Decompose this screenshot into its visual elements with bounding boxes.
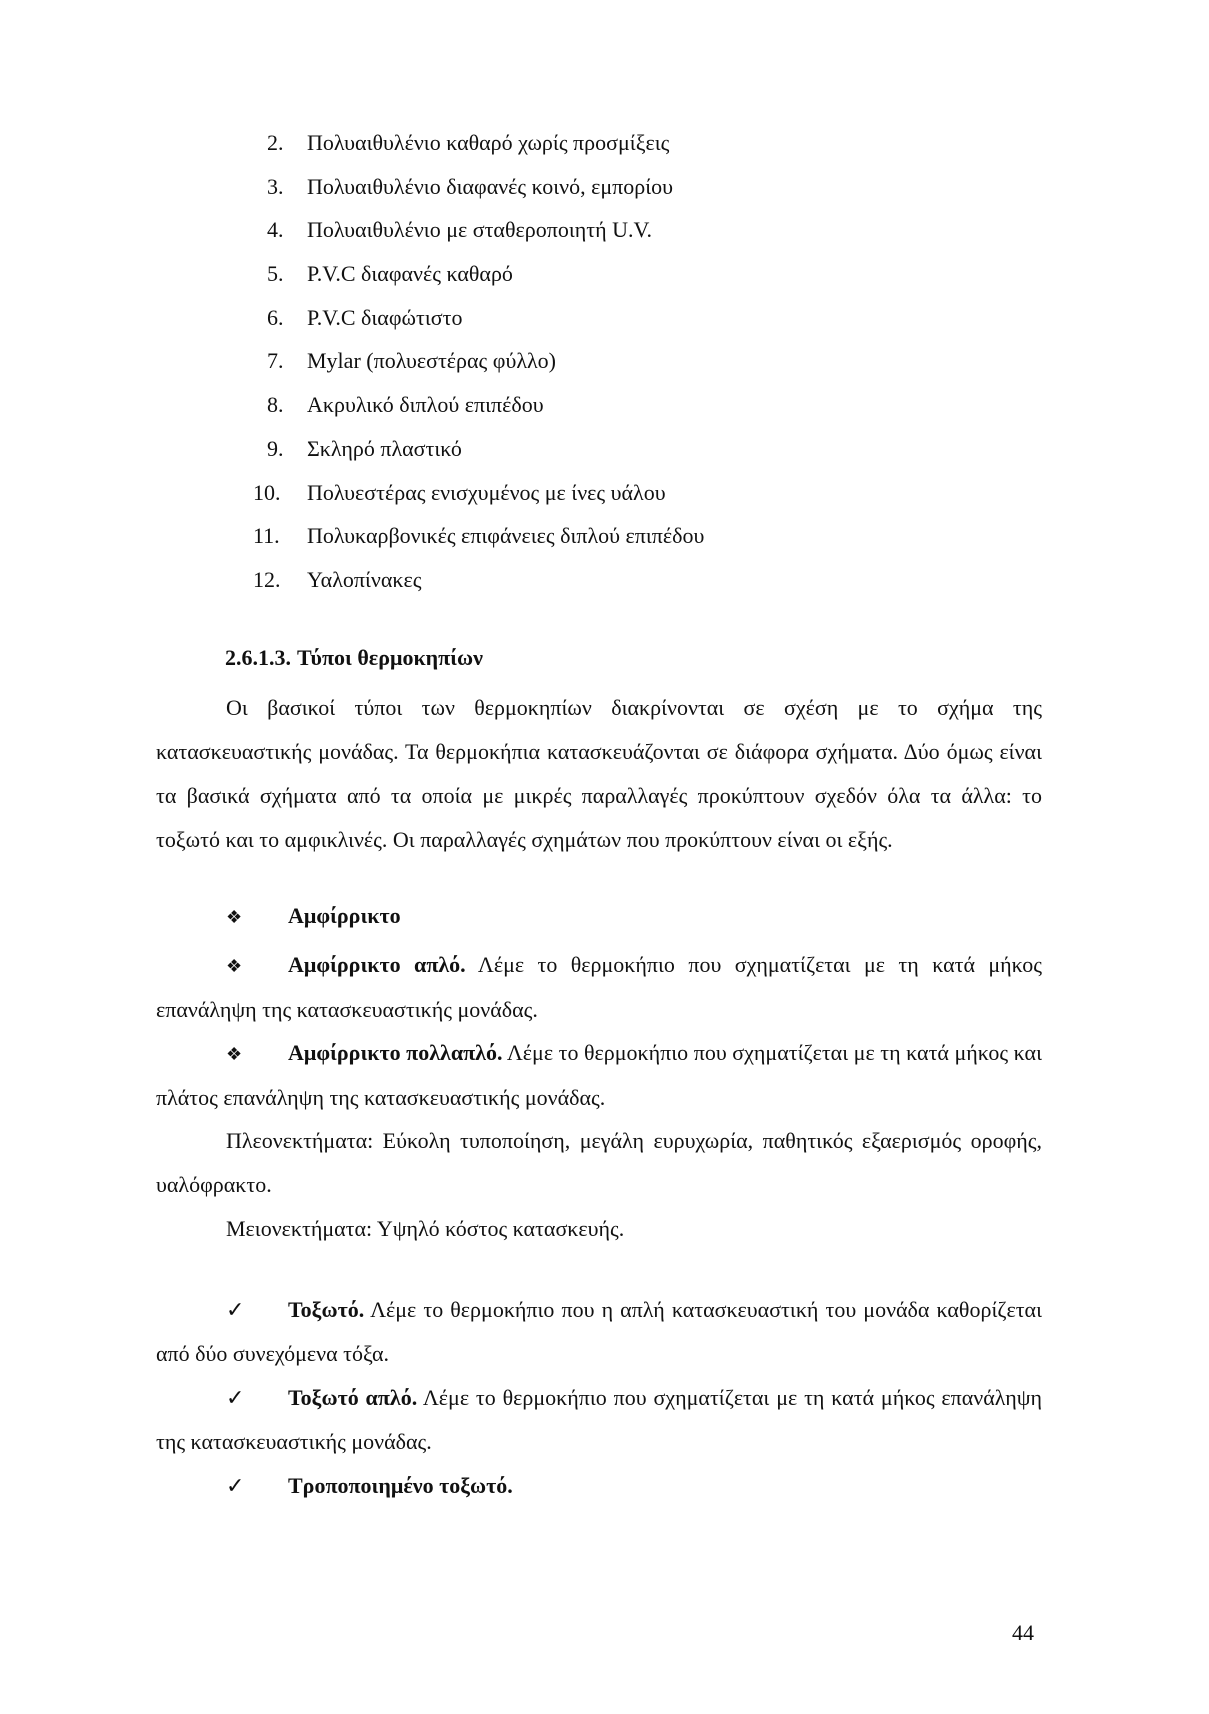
list-item [267,303,704,347]
list-item [267,259,704,303]
list-text: P.V.C διαφώτιστο [307,304,463,330]
list-text: Πολυαιθυλένιο διαφανές κοινό, εμπορίου [307,173,674,199]
list-number: 8. [267,392,284,418]
bullet-text: Λέμε το θερμοκήπιο που σχηματίζεται με τη κατά μήκος επανάληψη της κατασκευαστικής μονάδας. [156,1385,1042,1454]
disadvantages-paragraph [156,1207,1042,1251]
section-title: Τύποι θερμοκηπίων [297,645,483,670]
bullet-toxoto-aplo [156,1376,1042,1464]
bullet-title: Αμφίρρικτο [288,903,401,928]
list-number: 4. [267,217,284,243]
section-heading [225,645,489,671]
bullet-text: Λέμε το θερμοκήπιο που η απλή κατασκευαστική του μονάδα καθορίζεται από δύο συνεχόμενα τόξα. [156,1297,1042,1366]
bullet-title: Αμφίρρικτο απλό. [288,952,466,977]
list-item [253,521,705,565]
list-item [267,172,704,216]
diamond-bullet-icon: ❖ [226,1044,243,1064]
bullet-title: Τροποποιημένο τοξωτό. [288,1473,513,1498]
bullet-text: Λέμε το θερμοκήπιο που σχηματίζεται με τη κατά μήκος επανάληψη της κατασκευαστικής μονάδας. [156,952,1042,1022]
list-number: 7. [267,348,284,374]
list-text: Σκληρό πλαστικό [307,435,462,461]
list-number: 11. [253,523,280,549]
list-item [267,390,704,434]
section-number: 2.6.1.3. [225,645,291,670]
list-number: 5. [267,261,284,287]
bullet-amfirrikto-pollaplo [156,1031,1042,1120]
list-number: 3. [267,173,284,199]
list-text: Πολυκαρβονικές επιφάνειες διπλού επιπέδου [307,523,705,549]
checkmark-icon: ✓ [226,1473,245,1498]
intro-text: Οι βασικοί τύποι των θερμοκηπίων διακρίνονται σε σχέση με το σχήμα της κατασκευαστικής μονάδας. Τα θερμοκήπια κατασκευάζονται σε διάφορα σχήματα. Δύο όμως είναι τα βασικά σχήματα από τα οποία με μικρές παραλλαγές προκύπτουν σχεδόν όλα τα άλλα: το τοξωτό και το αμφικλινές. Οι παραλλαγές σχημάτων που προκύπτουν είναι οι εξής. [156,695,1042,852]
list-text: Υαλοπίνακες [307,566,422,592]
bullet-tropopoiimeno [156,1464,1042,1508]
bullet-title: Τοξωτό. [288,1297,365,1322]
list-item [253,565,704,609]
list-text: P.V.C διαφανές καθαρό [307,261,513,287]
diamond-bullet-icon: ❖ [226,956,243,976]
list-text: Πολυαιθυλένιο καθαρό χωρίς προσμίξεις [307,130,670,155]
list-text: Πολυεστέρας ενισχυμένος με ίνες υάλου [307,479,666,505]
list-number: 9. [267,435,284,461]
checkmark-icon: ✓ [226,1297,245,1322]
list-number: 12. [253,566,281,592]
advantages-paragraph [156,1119,1042,1207]
list-item [267,346,704,390]
list-item [253,478,704,522]
list-text: Πολυαιθυλένιο με σταθεροποιητή U.V. [307,217,653,243]
disadvantages-text: Μειονεκτήματα: Υψηλό κόστος κατασκευής. [226,1216,625,1241]
checkmark-icon: ✓ [226,1385,245,1410]
bullet-toxoto [156,1288,1042,1376]
list-number: 10. [253,479,281,505]
advantages-text: Πλεονεκτήματα: Εύκολη τυποποίηση, μεγάλη ευρυχωρία, παθητικός εξαερισμός οροφής, υαλόφρακτο. [156,1128,1042,1197]
bullet-text: Λέμε το θερμοκήπιο που σχηματίζεται με τη κατά μήκος και πλάτος επανάληψη της κατασκευαστικής μονάδας. [156,1040,1043,1110]
diamond-bullet-icon: ❖ [226,907,243,927]
intro-paragraph [156,686,1042,862]
bullet-amfirrikto-aplo [156,943,1042,1032]
list-item [267,215,704,259]
bullet-title: Αμφίρρικτο πολλαπλό. [288,1040,503,1065]
bullet-amfirrikto [226,903,401,929]
list-item [267,128,704,172]
list-item [267,434,704,478]
list-text: Mylar (πολυεστέρας φύλλο) [307,348,557,374]
list-number: 6. [267,304,284,330]
list-text: Ακρυλικό διπλού επιπέδου [307,392,544,418]
list-number: 2. [267,130,284,155]
materials-list [253,128,705,609]
page-number: 44 [1012,1620,1034,1645]
bullet-title: Τοξωτό απλό. [288,1385,418,1410]
